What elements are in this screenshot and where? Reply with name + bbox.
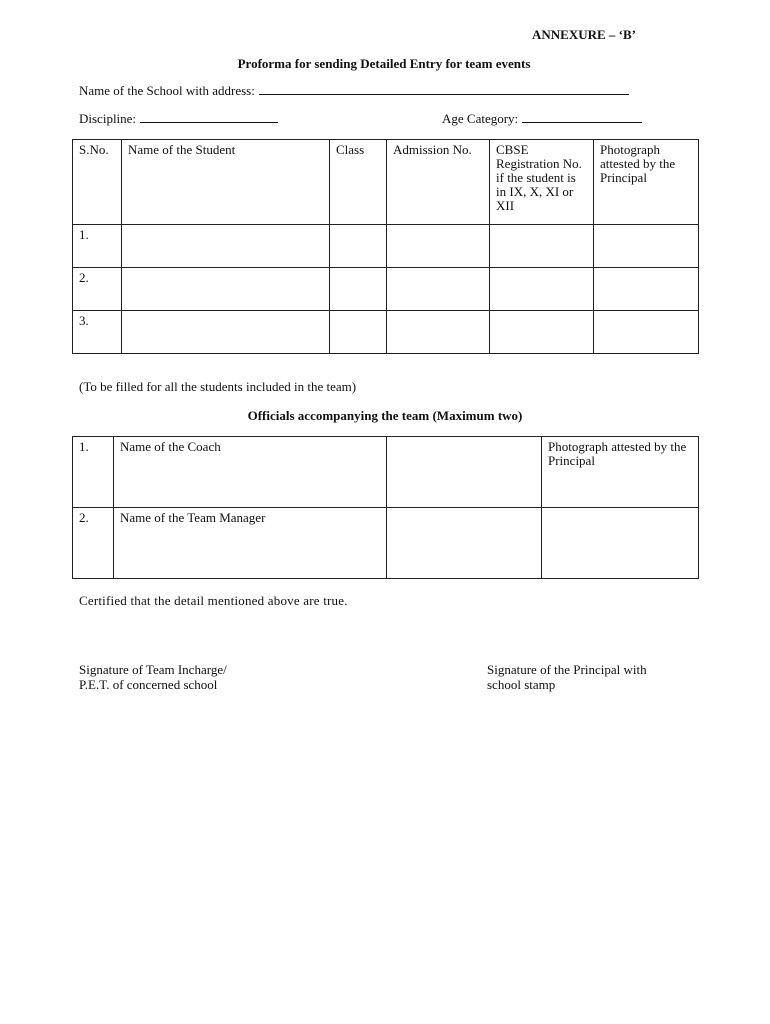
- annexure-heading: ANNEXURE – ‘B’: [532, 27, 636, 42]
- table-row: [73, 268, 699, 311]
- team-manager-label: Name of the Team Manager: [114, 508, 387, 579]
- class-cell[interactable]: [330, 268, 387, 311]
- admission-no-cell[interactable]: [387, 268, 490, 311]
- discipline-blank[interactable]: [140, 111, 278, 123]
- officials-table: [72, 436, 699, 579]
- students-note: (To be filled for all the students included in the team): [79, 379, 357, 394]
- certification-text: Certified that the detail mentioned above are true.: [79, 593, 348, 608]
- header-cbse-registration: CBSE Registration No. if the student is in IX, X, XI or XII: [490, 140, 594, 225]
- students-table: [72, 139, 699, 354]
- school-address-blank[interactable]: [259, 83, 629, 95]
- age-category-label: Age Category:: [442, 111, 519, 126]
- principal-signature-line2: school stamp: [487, 677, 556, 692]
- header-photograph: Photograph attested by the Principal: [594, 140, 699, 225]
- team-manager-photograph-cell[interactable]: [542, 508, 699, 579]
- officials-heading: Officials accompanying the team (Maximum two): [247, 408, 523, 423]
- admission-no-cell[interactable]: [387, 225, 490, 268]
- class-cell[interactable]: [330, 311, 387, 354]
- row-number: 2.: [73, 268, 122, 311]
- photograph-cell[interactable]: [594, 225, 699, 268]
- principal-signature-line1: Signature of the Principal with: [487, 662, 647, 677]
- header-student-name: Name of the Student: [122, 140, 330, 225]
- coach-name-cell[interactable]: [387, 437, 542, 508]
- table-row: [73, 437, 699, 508]
- header-class: Class: [330, 140, 387, 225]
- coach-photograph-cell[interactable]: Photograph attested by the Principal: [542, 437, 699, 508]
- school-address-label: Name of the School with address:: [79, 83, 255, 98]
- cbse-registration-cell[interactable]: [490, 311, 594, 354]
- team-incharge-signature: [79, 662, 227, 692]
- team-incharge-signature-line2: P.E.T. of concerned school: [79, 677, 218, 692]
- cbse-registration-cell[interactable]: [490, 268, 594, 311]
- table-row: [73, 508, 699, 579]
- coach-label: Name of the Coach: [114, 437, 387, 508]
- row-number: 1.: [73, 225, 122, 268]
- principal-signature: [487, 662, 647, 692]
- class-cell[interactable]: [330, 225, 387, 268]
- header-sno: S.No.: [73, 140, 122, 225]
- admission-no-cell[interactable]: [387, 311, 490, 354]
- age-category-blank[interactable]: [522, 111, 642, 123]
- form-title-text: Proforma for sending Detailed Entry for team events: [237, 56, 531, 71]
- discipline-label: Discipline:: [79, 111, 137, 126]
- form-title: [0, 56, 770, 72]
- student-name-cell[interactable]: [122, 268, 330, 311]
- row-number: 1.: [73, 437, 114, 508]
- photograph-cell[interactable]: [594, 311, 699, 354]
- photograph-cell[interactable]: [594, 268, 699, 311]
- discipline-field: [79, 111, 278, 127]
- table-row: [73, 311, 699, 354]
- team-manager-name-cell[interactable]: [387, 508, 542, 579]
- students-header-row: [73, 140, 699, 225]
- header-admission-no: Admission No.: [387, 140, 490, 225]
- student-name-cell[interactable]: [122, 311, 330, 354]
- table-row: [73, 225, 699, 268]
- school-address-field: [79, 83, 629, 99]
- row-number: 2.: [73, 508, 114, 579]
- team-incharge-signature-line1: Signature of Team Incharge/: [79, 662, 227, 677]
- cbse-registration-cell[interactable]: [490, 225, 594, 268]
- age-category-field: [442, 111, 642, 127]
- student-name-cell[interactable]: [122, 225, 330, 268]
- row-number: 3.: [73, 311, 122, 354]
